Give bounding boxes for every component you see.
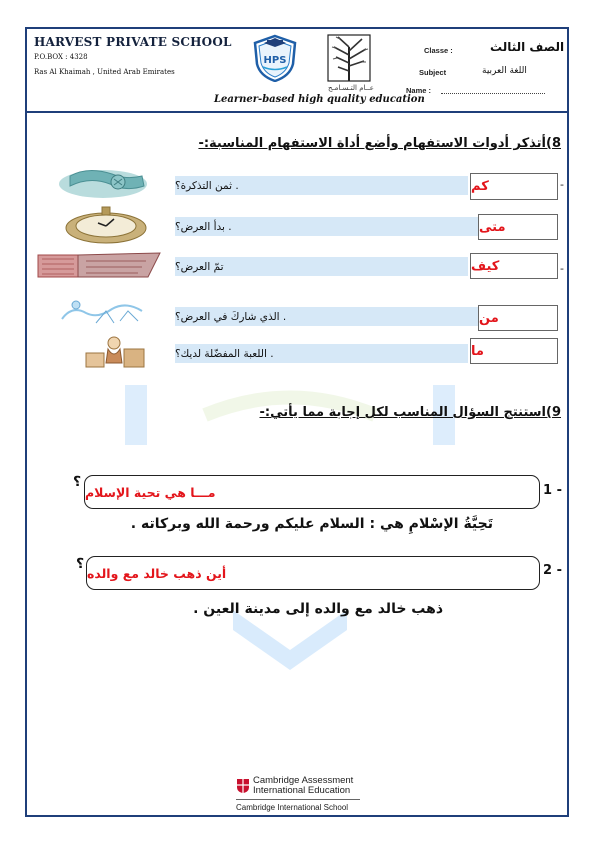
given-answer-1: تَحِيَّةُ الإسْلامِ هي : السلام عليكم ورحمة الله وبركاته . (130, 516, 493, 532)
name-input-line[interactable] (441, 92, 545, 94)
cambridge-line2: International Education (253, 785, 351, 796)
hps-logo-text: HPS (263, 55, 287, 66)
hps-shield-logo (252, 34, 298, 82)
answer-box-3[interactable]: كيف (470, 253, 558, 279)
row-bullet: - (560, 178, 564, 191)
item-number-1: 1 - (543, 483, 562, 498)
po-box: P.O.BOX : 4328 (34, 53, 88, 61)
answer-box-2[interactable]: متى (478, 214, 558, 240)
question-mark-1: ؟ (73, 474, 82, 490)
question-frame-2[interactable]: أين ذهب خالد مع والده (86, 556, 540, 590)
question-mark-2: ؟ (76, 556, 85, 572)
class-value: الصف الثالث (490, 40, 565, 54)
watermark-logo (125, 385, 455, 685)
given-answer-2: ذهب خالد مع والده إلى مدينة العين . (193, 601, 443, 617)
school-location: Ras Al Khaimah , United Arab Emirates (34, 68, 175, 76)
question-band-2: . بدأ العرض؟ (175, 217, 478, 236)
class-label: Classe : (424, 46, 453, 55)
item-number-2: 2 - (543, 563, 562, 578)
cambridge-line1: Cambridge Assessment (253, 775, 354, 786)
answer-box-4[interactable]: من (478, 305, 558, 331)
performers-clipart (56, 295, 148, 329)
cambridge-divider (236, 799, 360, 800)
ticket-clipart (56, 166, 150, 200)
stopwatch-clipart (62, 203, 150, 245)
answer-box-5[interactable]: ما (470, 338, 558, 364)
cambridge-shield-icon (236, 778, 250, 794)
school-name: HARVEST PRIVATE SCHOOL (34, 35, 232, 49)
subject-label: Subject (419, 68, 447, 77)
q8-heading: 8)أتذكر أدوات الاستفهام وأضع أداة الاستفهام المناسبة:- (198, 136, 561, 151)
school-tagline: Learner-based high quality education (214, 94, 425, 105)
question-frame-1[interactable]: مـــا هي تحية الإسلام (84, 475, 540, 509)
theater-clipart (36, 249, 162, 281)
year-of-tolerance-label: عــام التـسـامـح (328, 84, 374, 92)
row-bullet: - (560, 262, 564, 275)
kids-playing-clipart (80, 331, 150, 371)
header-divider (27, 111, 567, 113)
question-band-5: . اللعبة المفضّلة لديك؟ (175, 344, 468, 363)
question-band-3: تمّ العرض؟ (175, 257, 468, 276)
subject-value: اللغة العربية (482, 66, 527, 76)
tolerance-tree-logo (318, 33, 380, 85)
question-band-4: . الذي شاركَ في العرض؟ (175, 307, 478, 326)
cambridge-line3: Cambridge International School (236, 803, 349, 812)
name-label: Name : (406, 86, 432, 95)
q9-heading: 9)استنتج السؤال المناسب لكل إجابة مما يأتي:- (259, 405, 561, 420)
question-band-1: . ثمن التذكرة؟ (175, 176, 468, 195)
answer-box-1[interactable]: كم (470, 173, 558, 200)
